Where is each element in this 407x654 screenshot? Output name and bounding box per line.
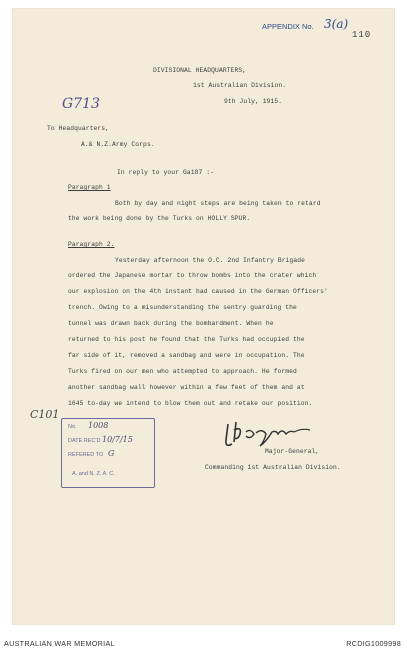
paragraph-1-heading: Paragraph 1 bbox=[68, 184, 111, 191]
paragraph-1-line: the work being done by the Turks on HOLLY SPUR. bbox=[68, 215, 251, 222]
stamp-referred-label: REFERED TO bbox=[68, 452, 104, 458]
paragraph-2-heading: Paragraph 2. bbox=[68, 241, 115, 248]
org-line-1: DIVISIONAL HEADQUARTERS, bbox=[153, 67, 247, 74]
paragraph-2-line: tunnel was drawn back during the bombardment. When he bbox=[68, 320, 274, 327]
recipient-line-2: A.& N.Z.Army Corps. bbox=[81, 141, 155, 148]
received-stamp bbox=[61, 418, 155, 488]
signature-icon bbox=[220, 418, 320, 452]
recipient-line-1: To Headquarters, bbox=[47, 125, 110, 132]
page-number: 110 bbox=[352, 30, 372, 40]
stamp-date-label: DATE REC'D bbox=[68, 438, 101, 444]
stamp-no-label: No. bbox=[68, 424, 77, 430]
appendix-number: 3(a) bbox=[324, 17, 349, 31]
reply-reference: In reply to your Ga187 :- bbox=[117, 169, 214, 176]
paragraph-2-line: our explosion on the 4th instant had caused in the German Officers' bbox=[68, 288, 328, 295]
org-line-2: 1st Australian Division. bbox=[193, 82, 287, 89]
footer-archive-name: AUSTRALIAN WAR MEMORIAL bbox=[4, 639, 115, 648]
paragraph-2-line: returned to his post he found that the Turks had occupied the bbox=[68, 336, 305, 343]
stamp-referred-value: G bbox=[108, 449, 115, 458]
paragraph-2-line: far side of it, removed a sandbag and were in occupation. The bbox=[68, 352, 305, 359]
stamp-date-value: 10/7/15 bbox=[102, 435, 133, 444]
stamp-org: A. and N. Z. A. C. bbox=[72, 471, 115, 477]
footer-archive-id: RCDIG1009998 bbox=[346, 639, 401, 648]
appendix-label: APPENDIX No. bbox=[262, 22, 314, 31]
paragraph-1-line: Both by day and night steps are being taken to retard bbox=[115, 200, 321, 207]
letter-date: 9th July, 1915. bbox=[224, 98, 283, 105]
margin-note: C101 bbox=[30, 408, 60, 421]
paragraph-2-line: trench. Owing to a misunderstanding the sentry guarding the bbox=[68, 304, 297, 311]
stamp-no-value: 1008 bbox=[88, 421, 109, 430]
paragraph-2-line: Turks fired on our men who attempted to approach. He formed bbox=[68, 368, 297, 375]
handwritten-reference: G713 bbox=[62, 96, 100, 112]
paragraph-2-line: Yesterday afternoon the O.C. 2nd Infantry Brigade bbox=[115, 257, 306, 264]
signatory-rank: Major-General, bbox=[265, 448, 320, 455]
paragraph-2-line: ordered the Japanese mortar to throw bombs into the crater which bbox=[68, 272, 317, 279]
paragraph-2-line: another sandbag wall however within a few feet of them and at bbox=[68, 384, 305, 391]
signatory-title: Commanding 1st Australian Division. bbox=[205, 464, 341, 471]
paragraph-2-line: 1645 to-day we intend to blow them out and retake our position. bbox=[68, 400, 313, 407]
